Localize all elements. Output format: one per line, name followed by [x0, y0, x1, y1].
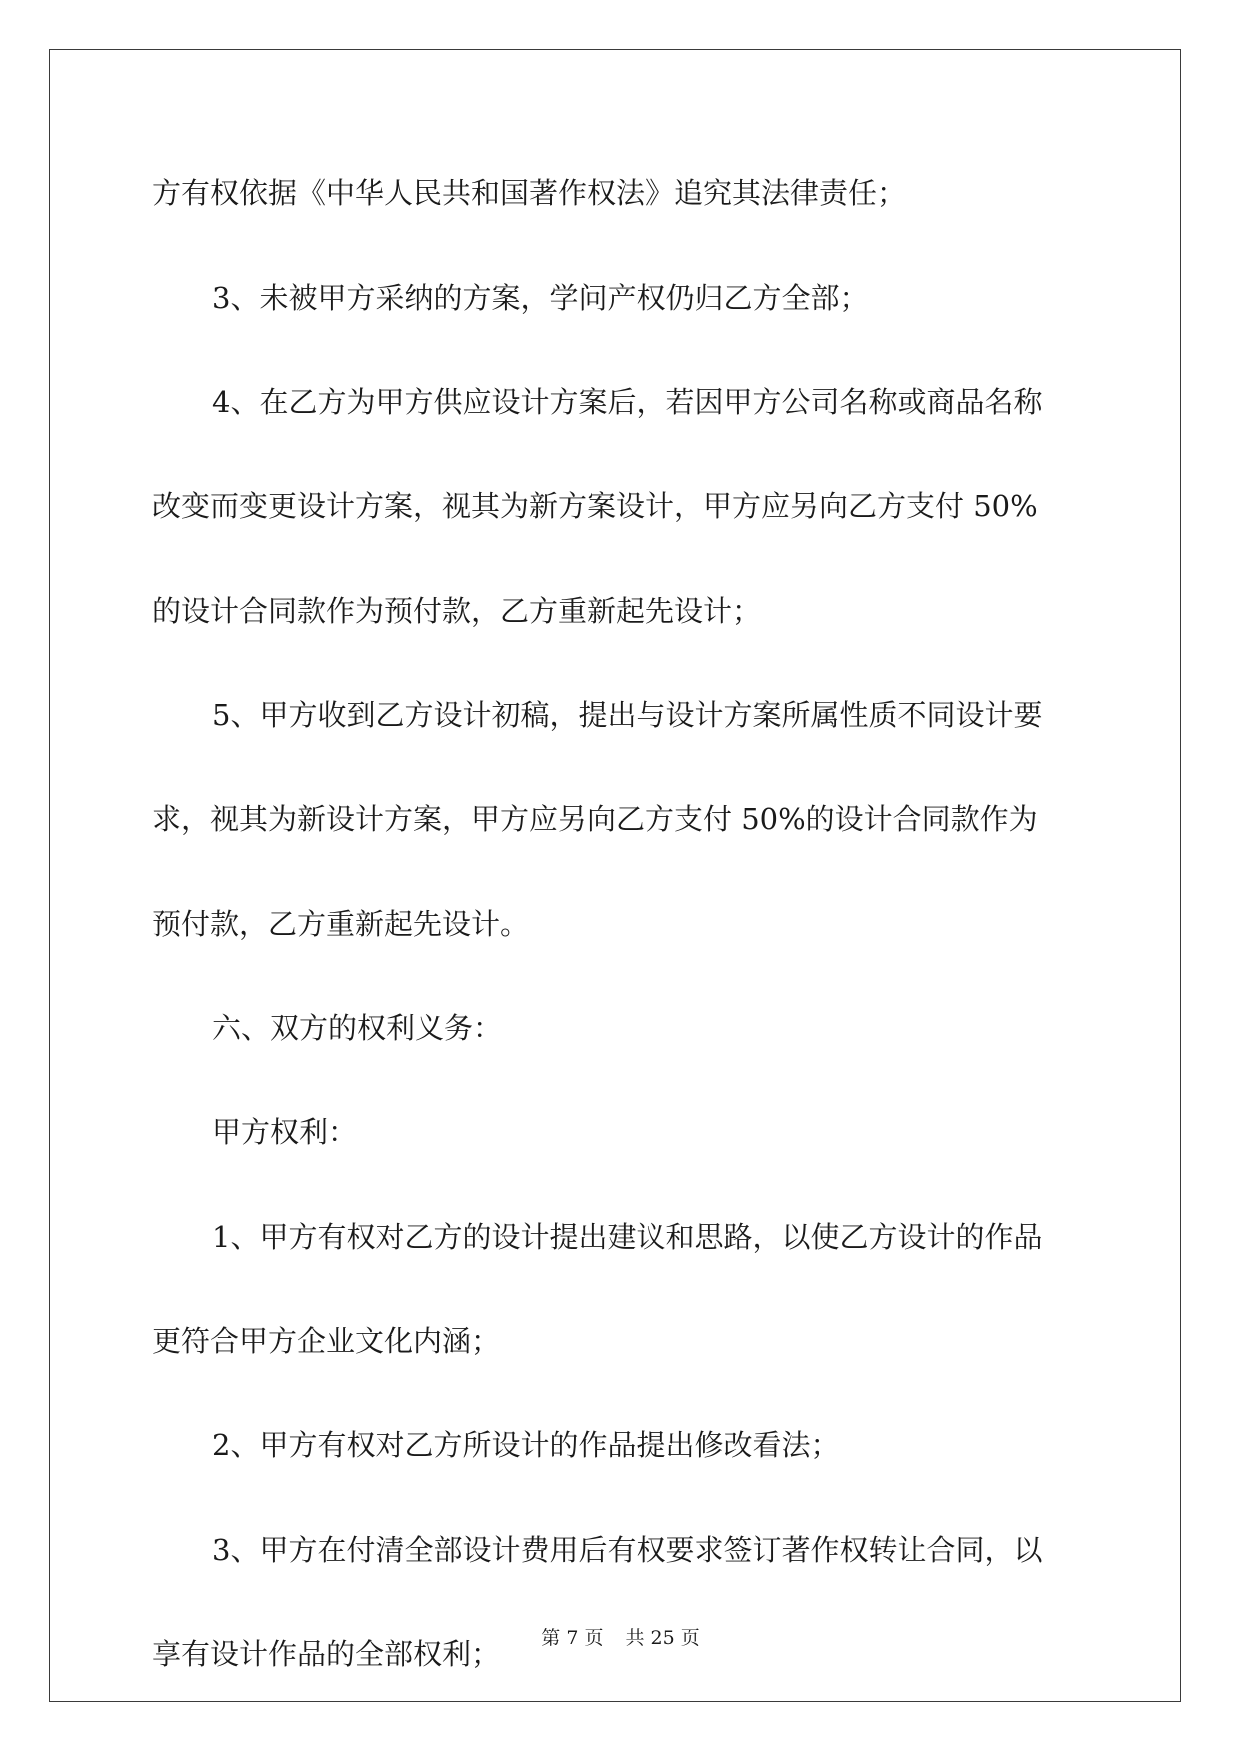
paragraph-line: 2、甲方有权对乙方所设计的作品提出修改看法；	[212, 1428, 840, 1462]
paragraph-line: 求，视其为新设计方案，甲方应另向乙方支付 50%的设计合同款作为	[152, 802, 1038, 836]
paragraph-line: 享有设计作品的全部权利；	[152, 1637, 501, 1671]
paragraph-line: 1、甲方有权对乙方的设计提出建议和思路，以使乙方设计的作品	[212, 1220, 1043, 1254]
paragraph-line: 5、甲方收到乙方设计初稿，提出与设计方案所属性质不同设计要	[212, 698, 1043, 732]
paragraph-line: 3、甲方在付清全部设计费用后有权要求签订著作权转让合同，以	[212, 1533, 1043, 1567]
page-footer	[0, 1623, 1241, 1650]
paragraph-line: 改变而变更设计方案，视其为新方案设计，甲方应另向乙方支付 50%	[152, 489, 1038, 523]
page-total: 共 25 页	[625, 1627, 700, 1649]
page-number: 第 7 页	[541, 1627, 604, 1649]
subsection-heading: 甲方权利：	[212, 1115, 358, 1149]
paragraph-line: 方有权依据《中华人民共和国著作权法》追究其法律责任；	[152, 176, 907, 210]
section-heading: 六、双方的权利义务：	[212, 1011, 503, 1045]
paragraph-line: 3、未被甲方采纳的方案，学问产权仍归乙方全部；	[212, 281, 869, 315]
paragraph-line: 的设计合同款作为预付款，乙方重新起先设计；	[152, 594, 762, 628]
paragraph-line: 预付款，乙方重新起先设计。	[152, 907, 530, 941]
paragraph-line: 4、在乙方为甲方供应设计方案后，若因甲方公司名称或商品名称	[212, 385, 1043, 419]
paragraph-line: 更符合甲方企业文化内涵；	[152, 1324, 501, 1358]
